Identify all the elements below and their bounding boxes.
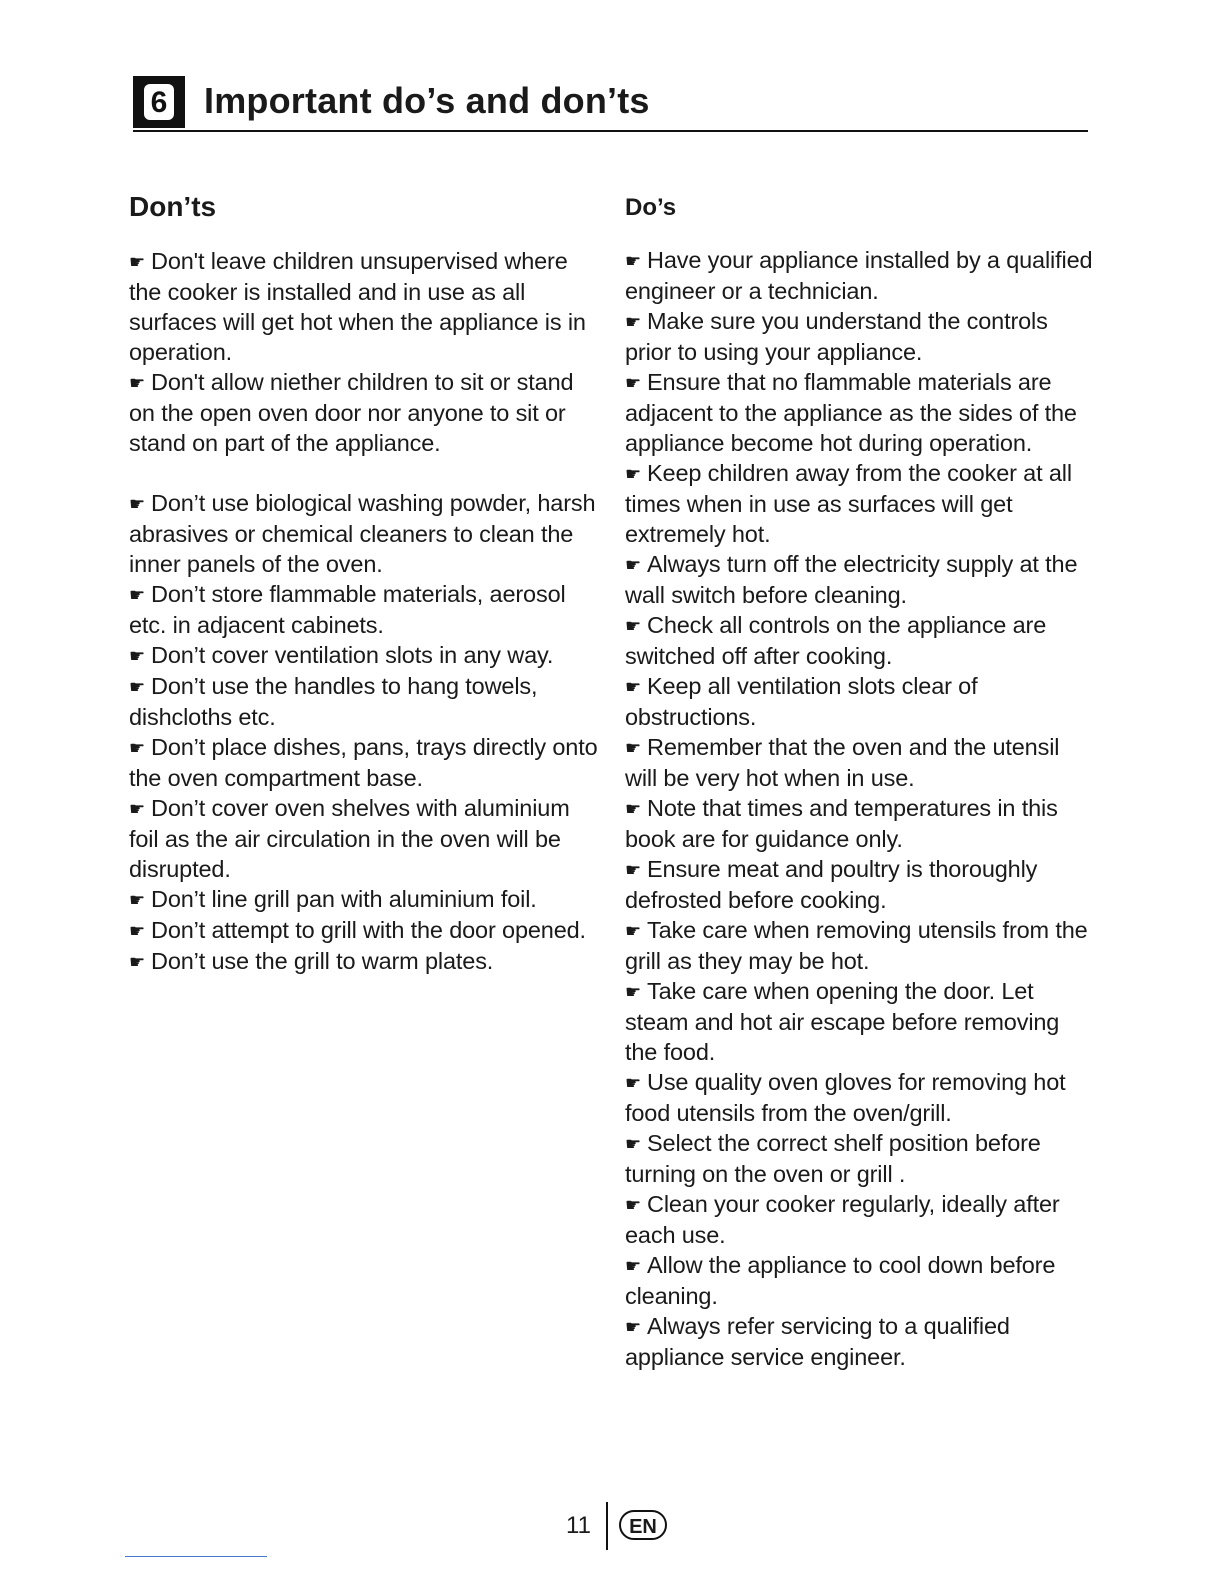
pointing-hand-icon: ☛ [129, 799, 145, 819]
list-item: ☛ Have your appliance installed by a qualified engineer or a technician. [625, 247, 1093, 304]
language-badge: EN [619, 1510, 667, 1540]
list-item: ☛ Check all controls on the appliance are switched off after cooking. [625, 612, 1047, 669]
pointing-hand-icon: ☛ [129, 890, 145, 910]
list-item: ☛ Don’t cover oven shelves with aluminium foil as the air circulation in the oven will be disrupted. [129, 795, 570, 882]
pointing-hand-icon: ☛ [625, 1134, 641, 1154]
pointing-hand-icon: ☛ [129, 738, 145, 758]
list-item: ☛ Don't leave children unsupervised where the cooker is installed and in use as all surfaces will get hot when the appliance is in operation. [129, 248, 586, 365]
pointing-hand-icon: ☛ [625, 555, 641, 575]
page-number: 11 [566, 1512, 591, 1539]
list-item: ☛ Allow the appliance to cool down before cleaning. [625, 1252, 1056, 1309]
dos-heading: Do’s [625, 194, 677, 221]
list-item: ☛ Make sure you understand the controls prior to using your appliance. [625, 308, 1048, 365]
list-item: ☛ Take care when removing utensils from the grill as they may be hot. [625, 917, 1088, 974]
list-item: ☛ Ensure meat and poultry is thoroughly defrosted before cooking. [625, 856, 1038, 913]
list-item: ☛ Take care when opening the door. Let steam and hot air escape before removing the food. [625, 978, 1060, 1065]
pointing-hand-icon: ☛ [129, 494, 145, 514]
pointing-hand-icon: ☛ [625, 1073, 641, 1093]
pointing-hand-icon: ☛ [625, 799, 641, 819]
pointing-hand-icon: ☛ [625, 373, 641, 393]
pointing-hand-icon: ☛ [625, 860, 641, 880]
list-item: ☛ Remember that the oven and the utensil will be very hot when in use. [625, 734, 1060, 791]
pointing-hand-icon: ☛ [625, 677, 641, 697]
donts-column [129, 188, 599, 977]
list-item: ☛ Don't allow niether children to sit or stand on the open oven door nor anyone to sit or stand on part of the appliance. [129, 369, 574, 456]
pointing-hand-icon: ☛ [129, 252, 145, 272]
donts-list [129, 246, 599, 977]
list-item: ☛ Don’t place dishes, pans, trays directly onto the oven compartment base. [129, 734, 598, 791]
pointing-hand-icon: ☛ [129, 921, 145, 941]
pointing-hand-icon: ☛ [625, 1317, 641, 1337]
list-item: ☛ Don’t use biological washing powder, harsh abrasives or chemical cleaners to clean the inner panels of the oven. [129, 490, 596, 577]
pointing-hand-icon: ☛ [625, 464, 641, 484]
pointing-hand-icon: ☛ [129, 677, 145, 697]
list-item: ☛ Clean your cooker regularly, ideally after each use. [625, 1191, 1060, 1248]
list-item: ☛ Always refer servicing to a qualified appliance service engineer. [625, 1313, 1010, 1370]
pointing-hand-icon: ☛ [625, 1256, 641, 1276]
donts-heading: Don’ts [129, 191, 217, 222]
pointing-hand-icon: ☛ [625, 251, 641, 271]
section-header [133, 76, 1088, 132]
list-item: ☛ Always turn off the electricity supply at the wall switch before cleaning. [625, 551, 1078, 608]
page-title: Important do’s and don’ts [204, 80, 650, 121]
section-number-badge [133, 76, 185, 128]
list-item: ☛ Keep all ventilation slots clear of obstructions. [625, 673, 978, 730]
pointing-hand-icon: ☛ [625, 312, 641, 332]
pointing-hand-icon: ☛ [625, 738, 641, 758]
pointing-hand-icon: ☛ [625, 982, 641, 1002]
page-footer [560, 1502, 690, 1550]
list-item: ☛ Note that times and temperatures in this book are for guidance only. [625, 795, 1058, 852]
list-item: ☛ Don’t store flammable materials, aerosol etc. in adjacent cabinets. [129, 581, 566, 638]
footer-divider [606, 1502, 608, 1550]
list-item: ☛ Select the correct shelf position before turning on the oven or grill . [625, 1130, 1041, 1187]
list-item: ☛ Don’t attempt to grill with the door opened. [129, 915, 599, 946]
list-item: ☛ Don’t line grill pan with aluminium foil. [129, 884, 599, 915]
pointing-hand-icon: ☛ [129, 646, 145, 666]
list-item: ☛ Don’t use the grill to warm plates. [129, 946, 599, 977]
pointing-hand-icon: ☛ [129, 952, 145, 972]
pointing-hand-icon: ☛ [129, 373, 145, 393]
pointing-hand-icon: ☛ [129, 585, 145, 605]
section-number: 6 [144, 84, 174, 120]
list-item: ☛ Don’t cover ventilation slots in any way. [129, 640, 599, 671]
pointing-hand-icon: ☛ [625, 1195, 641, 1215]
dos-list [625, 245, 1095, 1372]
list-item: ☛ Use quality oven gloves for removing hot food utensils from the oven/grill. [625, 1069, 1066, 1126]
list-item: ☛ Ensure that no flammable materials are adjacent to the appliance as the sides of the appliance become hot during operation. [625, 369, 1077, 456]
dos-column [625, 193, 1095, 1372]
list-item: ☛ Keep children away from the cooker at all times when in use as surfaces will get extremely hot. [625, 460, 1072, 547]
pointing-hand-icon: ☛ [625, 921, 641, 941]
list-item: ☛ Don’t use the handles to hang towels, dishcloths etc. [129, 673, 538, 730]
pointing-hand-icon: ☛ [625, 616, 641, 636]
scan-edge-line [125, 1556, 267, 1557]
